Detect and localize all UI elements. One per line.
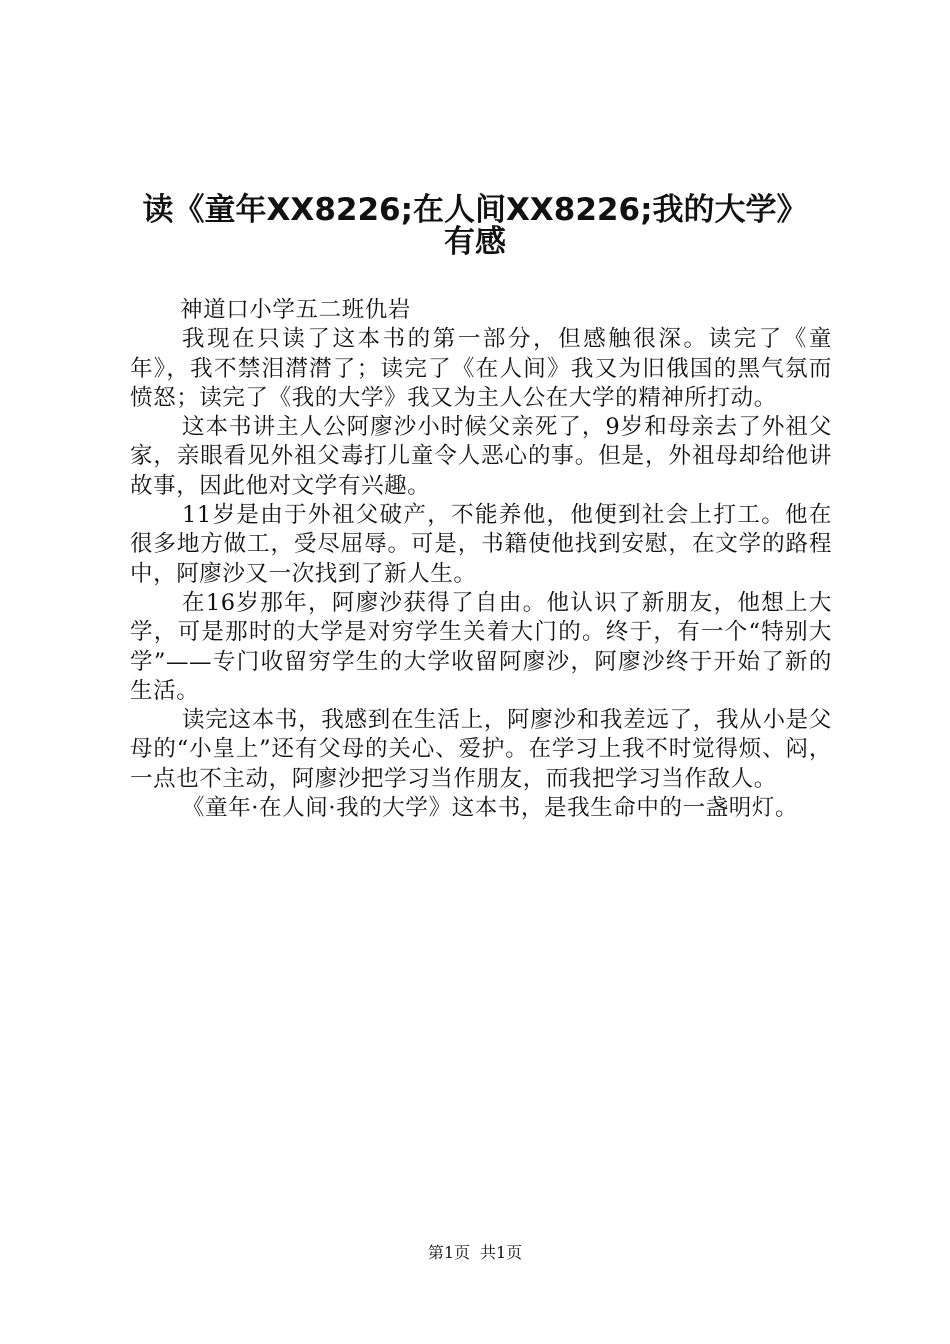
paragraph-1: 我现在只读了这本书的第一部分，但感触很深。读完了《童年》，我不禁泪潸潸了；读完了《在人间》我又为旧俄国的黑气氛而愤怒；读完了《我的大学》我又为主人公在大学的精神所打动。 bbox=[130, 326, 832, 411]
page-number-current: 第1页 bbox=[427, 1243, 470, 1262]
paragraph-2: 这本书讲主人公阿廖沙小时候父亲死了，9岁和母亲去了外祖父家，亲眼看见外祖父毒打儿童令人恶心的事。但是，外祖母却给他讲故事，因此他对文学有兴趣。 bbox=[130, 414, 832, 499]
paragraph-4: 在16岁那年，阿廖沙获得了自由。他认识了新朋友，他想上大学，可是那时的大学是对穷学生关着大门的。终于，有一个“特别大学”——专门收留穷学生的大学收留阿廖沙，阿廖沙终于开始了新的生活。 bbox=[130, 589, 832, 704]
paragraph-3: 11岁是由于外祖父破产，不能养他，他便到社会上打工。他在很多地方做工，受尽屈辱。可是，书籍使他找到安慰，在文学的路程中，阿廖沙又一次找到了新人生。 bbox=[130, 502, 832, 587]
document-title-line-1: 读《童年XX8226;在人间XX8226;我的大学》 bbox=[142, 192, 808, 228]
author-line: 神道口小学五二班仇岩 bbox=[180, 297, 412, 323]
document-body bbox=[130, 296, 832, 823]
paragraph-5: 读完这本书，我感到在生活上，阿廖沙和我差远了，我从小是父母的“小皇上”还有父母的关心、爱护。在学习上我不时觉得烦、闷，一点也不主动，阿廖沙把学习当作朋友，而我把学习当作敌人。 bbox=[130, 707, 832, 792]
page-number-total: 共1页 bbox=[480, 1243, 523, 1262]
document-title-line-2: 有感 bbox=[444, 224, 506, 260]
paragraph-6: 《童年·在人间·我的大学》这本书，是我生命中的一盏明灯。 bbox=[182, 795, 799, 822]
page-footer bbox=[0, 1243, 950, 1263]
